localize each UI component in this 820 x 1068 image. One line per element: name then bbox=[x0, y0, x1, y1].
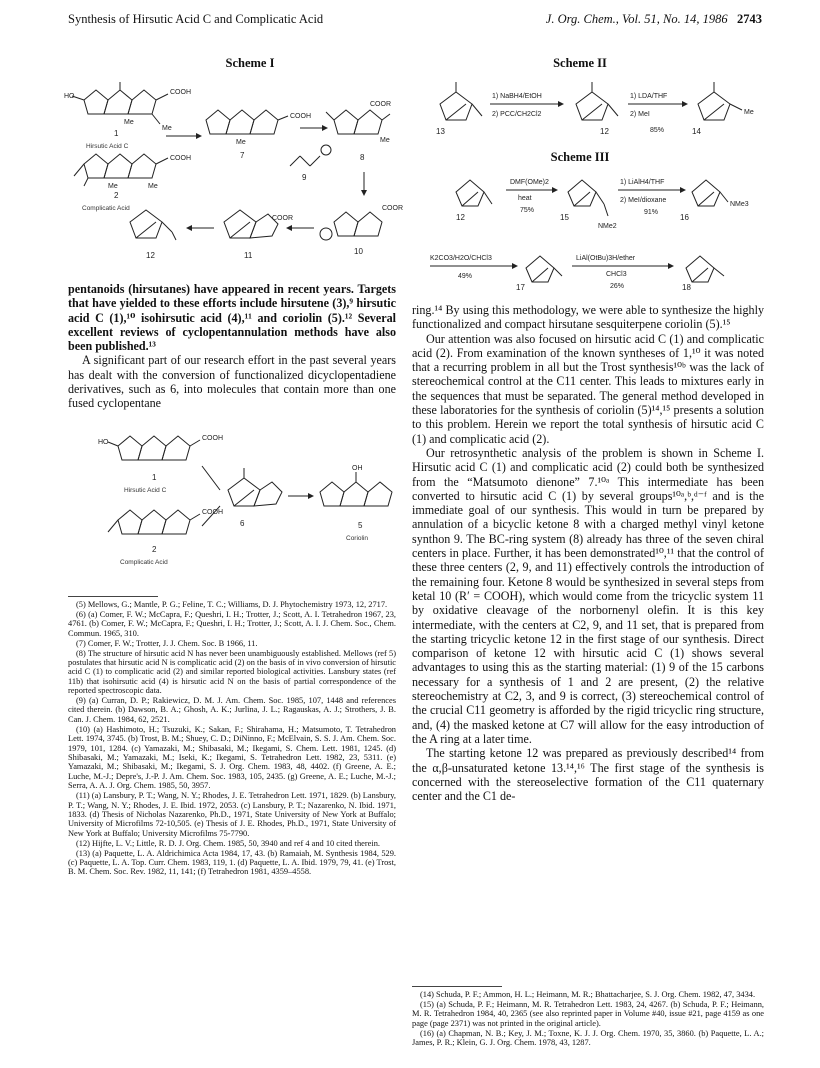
compound-12-number: 12 bbox=[146, 251, 155, 260]
oh-label-coriolin: OH bbox=[352, 465, 363, 472]
ref-9: (9) (a) Curran, D. P.; Rakiewicz, D. M. J. Am. Chem. Soc. 1985, 107, 1448 and references cited therein. (b) Dawson, B. A.; Ghosh, A. K.; Jurlina, J. L.; Ragauskas, A. J.; Strothers, J. B. Can. J. Chem. 1984, 62, 2521. bbox=[68, 696, 396, 724]
cooh-label-1: COOH bbox=[170, 89, 191, 96]
fig-compound-1-name: Hirsutic Acid C bbox=[124, 487, 167, 494]
compound-15-number: 15 bbox=[560, 213, 569, 222]
yield-75: 75% bbox=[520, 207, 535, 214]
compound-8-number: 8 bbox=[360, 153, 365, 162]
compound-1-name: Hirsutic Acid C bbox=[86, 143, 129, 150]
ho-label-fig: HO bbox=[98, 439, 109, 446]
arrowhead-s3-3 bbox=[512, 263, 518, 269]
footnote-rule-right bbox=[412, 986, 502, 987]
ref-6: (6) (a) Comer, F. W.; McCapra, F.; Queshri, I. H.; Trotter, J.; Scott, A. I. Tetrahedron 1967, 23, 4761. (b) Comer, F. W.; McCapra, F.; Queshri, I. H.; Trotter, J.; Scott, A. I. J. Chem. Soc., Chem. Commun. 1965, 310. bbox=[68, 609, 396, 638]
reagent-lda: 1) LDA/THF bbox=[630, 93, 668, 100]
compound-18-number: 18 bbox=[682, 283, 691, 292]
yield-49: 49% bbox=[458, 273, 473, 280]
paragraph-hirsutanes: pentanoids (hirsutanes) have appeared in recent years. Targets that have yielded to these efforts include hirsutene (3),⁹ hirsutic acid C (1),¹⁰ isohirsutic acid (4),¹¹ and coriolin (5).¹² Several excellent reviews of cyclopentannulation methods have also been published.¹³ bbox=[68, 282, 396, 354]
compound-6-structure bbox=[228, 468, 282, 506]
ref-8: (8) The structure of hirsutic acid N has never been unambiguously established. Mellows (ref 5) postulates that hirsutic acid N is complicatic acid (2) on the basis of in vivo conversion of hirsutic acid C (1) to complicatic acid (2) and similar reported biological activities. Lansbury states (ref 11b) that isohirsutic acid (4) is hirsutic acid N on the basis of partial correspondence of the reported spectroscopic data. bbox=[68, 648, 396, 696]
scheme-3-figure bbox=[430, 166, 766, 292]
hirsutic-acid-c-structure bbox=[108, 436, 200, 460]
me-label-2: Me bbox=[108, 183, 118, 190]
arrowhead-2 bbox=[322, 125, 328, 131]
compound-16-structure bbox=[692, 180, 728, 206]
paragraph-starting-ketone: The starting ketone 12 was prepared as previously described¹⁴ from the α,β-unsaturated ketone 13.¹⁴,¹⁶ The first stage of the synthesis is concerned with the stereoselective formation of the C11 quaternary center and the C1 de- bbox=[412, 746, 764, 804]
arrowhead-3 bbox=[361, 190, 367, 196]
cooh-label-fig: COOH bbox=[202, 435, 223, 442]
fig-compound-5-number: 5 bbox=[358, 521, 363, 530]
fig-compound-2-number: 2 bbox=[152, 545, 157, 554]
scheme-3-title: Scheme III bbox=[550, 150, 610, 164]
compound-12-number-s3: 12 bbox=[456, 213, 465, 222]
compound-10-number: 10 bbox=[354, 247, 363, 256]
compound-17-number: 17 bbox=[516, 283, 525, 292]
arrowhead-4 bbox=[286, 225, 292, 231]
yield-85: 85% bbox=[650, 127, 665, 134]
complicatic-acid-structure bbox=[108, 510, 200, 534]
compound-11-number: 11 bbox=[244, 251, 253, 260]
arrowhead-1 bbox=[196, 133, 202, 139]
paragraph-attention: Our attention was also focused on hirsutic acid C (1) and complicatic acid (2). From examination of the known syntheses of 1,¹⁰ it was noted that a recurring problem in all but the Trost synthesis¹⁰ᵇ was the lack of stereochemical control at the C11 center. This leads to mixtures early in the sequences that must be separated. The general method developed in these laboratories for the synthesis of coriolin (5)¹⁴,¹⁵ presents a solution to this problem. Herein we report the total synthesis of hirsutic acid C (1) and complicatic acid (2). bbox=[412, 331, 764, 446]
cooh-label-fig2: COOH bbox=[202, 509, 223, 516]
arrowhead-5 bbox=[186, 225, 192, 231]
scheme-1-figure bbox=[64, 72, 403, 272]
ref-11: (11) (a) Lansbury, P. T.; Wang, N. Y.; Rhodes, J. E. Tetrahedron Lett. 1971, 1829. (b) Lansbury, P. T.; Wang, N. Y.; Rhodes, J. E. Ibid. 1972, 2053. (c) Lansbury, P. T.; Nazarenko, N. Ibid. 1971, 1833. (d) Thesis of Nicholas Nazarenko, Ph.D., 1971, State University of New York at Buffalo; University of Microfilms 72-10,505. (e) Thesis of J. E. Rhodes, Ph.D., 1971, State University of New York at Buffalo; University Microfilms 75-7790. bbox=[68, 791, 396, 838]
arrowhead-s2-1 bbox=[558, 101, 564, 107]
compound-2-structure bbox=[74, 154, 168, 186]
compound-9-structure bbox=[290, 145, 331, 166]
reagent-lialotbu: LiAl(OtBu)3H/ether bbox=[576, 255, 636, 262]
paragraph-research-effort: A significant part of our research effort in the past several years has dealt with the conversion of functionalized dicyclopentadiene derivatives, such as 6, into molecules that contain more than one fused cyclopentane bbox=[68, 353, 396, 411]
arrowhead-s3-4 bbox=[668, 263, 674, 269]
right-column-body bbox=[412, 303, 764, 803]
me-label-1b: Me bbox=[162, 125, 172, 132]
ref-12: (12) Hijfte, L. V.; Little, R. D. J. Org. Chem. 1985, 50, 3940 and ref 4 and 10 cited therein. bbox=[76, 838, 381, 848]
ref-14: (14) Schuda, P. F.; Ammon, H. L.; Heimann, M. R.; Bhattacharjee, S. J. Org. Chem. 1982, 47, 3434. bbox=[420, 990, 756, 999]
me-label-2b: Me bbox=[148, 183, 158, 190]
scheme-1-title: Scheme I bbox=[225, 56, 275, 70]
yield-26: 26% bbox=[610, 283, 625, 290]
footnote-rule-left bbox=[68, 596, 158, 597]
compound-17-structure bbox=[526, 256, 562, 282]
ref-10: (10) (a) Hashimoto, H.; Tsuzuki, K.; Sakan, F.; Shirahama, H.; Matsumoto, T. Tetrahedron Lett. 1974, 3745. (b) Trost, B. M.; Shuey, C. D.; DiNinno, F.; McElvain, S. S. J. Am. Chem. Soc. 1979, 101, 1284. (c) Yamazaki, M.; Shibasaki, M.; Ikegami, S. Chem. Lett. 1981, 1245. (d) Shibasaki, M.; Yamazaki, M.; Iseki, K.; Ikegami, S. Tetrahedron Lett. 1982, 23, 5311. (e) Yamazaki, M.; Shibasaki, M.; Ikegami, S. J. Org. Chem. 1983, 48, 4402. (f) Greene, A. E.; Luche, M.-J.; Depre's, J.-P. J. Am. Chem. Soc. 1983, 105, 2435. (g) Greene, A. E.; Luche, M.-J.; Serra, A. A. J. Org. Chem. 1985, 50, 3957. bbox=[68, 724, 396, 791]
nme3-label: NMe3 bbox=[730, 201, 749, 208]
compound-12-structure-s2 bbox=[576, 82, 618, 120]
compound-10-structure bbox=[320, 212, 382, 240]
compound-12-structure bbox=[130, 210, 176, 240]
cooh-label-7: COOH bbox=[290, 113, 311, 120]
compound-15-structure bbox=[568, 180, 608, 216]
reagent-mei-dioxane: 2) MeI/dioxane bbox=[620, 197, 667, 204]
compound-13-structure bbox=[440, 82, 482, 120]
journal-citation bbox=[546, 12, 762, 27]
arrow-fig-1 bbox=[202, 466, 220, 490]
coor-label-11: COOR bbox=[272, 215, 293, 222]
nme2-label: NMe2 bbox=[598, 223, 617, 230]
compound-11-structure bbox=[224, 210, 278, 238]
paragraph-coriolin-synthesis: ring.¹⁴ By using this methodology, we were able to synthesize the highly functionalized and compact hirsutane sesquiterpene coriolin (5).¹⁵ bbox=[412, 303, 764, 332]
me-label-8: Me bbox=[380, 137, 390, 144]
right-footnotes bbox=[412, 990, 764, 1048]
me-label-14: Me bbox=[744, 109, 754, 116]
arrowhead-s3-1 bbox=[552, 187, 558, 193]
reagent-k2co3: K2CO3/H2O/CHCl3 bbox=[430, 255, 492, 262]
journal-name: J. Org. Chem., Vol. 51, No. 14, 1986 bbox=[545, 12, 728, 26]
coriolin-structure bbox=[320, 472, 392, 506]
fig-compound-1-number: 1 bbox=[152, 473, 157, 482]
paragraph-retrosynthesis: Our retrosynthetic analysis of the problem is shown in Scheme I. Hirsutic acid C (1) and complicatic acid (2) could both be synthesized from the “Matsumoto dienone” 7.¹⁰ᵃ This intermediate has been converted to hirsutic acid C (1) by several groups¹⁰ᵃ,ᵇ,ᵈ⁻ᶠ and is the immediate goal of our synthesis. This would in turn be prepared by annulation of a bicyclic ketone 8 with a charged methyl vinyl ketone synthon 9. The BC-ring system (8) already has three of the seven chiral centers in place. Further, it has been demonstrated¹⁰,¹¹ that the control of these three centers (2, 9, and 11) effectively controls the introduction of the remaining four. Ketone 8 would be synthesized in several steps from ketal 10 (R′ = COOH), which would come from the tricyclic system 11 by oxidative cleavage of the norbornenyl olefin. It is this key intermediate, with the centers at C2, 9, and 11 set, that is prepared from the starting tricyclic ketone 12 in the first stage of our synthesis. Direct comparison of ketone 12 with hirsutic acid C (1) shows several advantages to using this as the starting material: (1) 9 of the 15 carbons necessary for a synthesis of 1 and 2 are present, (2) the relative stereochemistry at C2, 3, and 9 is correct, (3) stereochemical control of the crucial C11 geometry is afforded by the rigid tricyclic ring structure, and, (4) the masked ketone at C7 will allow for the easy introduction of the A ring at a later time. bbox=[412, 445, 764, 746]
scheme-2-figure bbox=[430, 74, 766, 138]
compound-7-number: 7 bbox=[240, 151, 245, 160]
left-footnotes bbox=[68, 600, 396, 877]
running-title: Synthesis of Hirsutic Acid C and Complicatic Acid bbox=[68, 12, 324, 26]
scheme-2-title: Scheme II bbox=[553, 56, 607, 70]
compound-1-structure bbox=[72, 82, 168, 124]
reagent-heat: heat bbox=[518, 195, 532, 202]
compound-18-structure bbox=[686, 256, 724, 282]
compound-16-number: 16 bbox=[680, 213, 689, 222]
reagent-lialh4: 1) LiAlH4/THF bbox=[620, 179, 665, 186]
ref-7: (7) Comer, F. W.; Trotter, J. J. Chem. Soc. B 1966, 11. bbox=[76, 638, 258, 648]
reagent-dmf: DMF(OMe)2 bbox=[510, 179, 549, 186]
fig-compound-5-name: Coriolin bbox=[346, 535, 369, 542]
figure-coriolin bbox=[68, 420, 398, 574]
compound-8-structure bbox=[326, 110, 390, 134]
fig-compound-6-number: 6 bbox=[240, 519, 245, 528]
compound-14-number: 14 bbox=[692, 127, 701, 136]
me-label-7: Me bbox=[236, 139, 246, 146]
page-number: 2743 bbox=[737, 12, 762, 26]
reagent-chcl3: CHCl3 bbox=[606, 271, 627, 278]
me-label-1: Me bbox=[124, 119, 134, 126]
ref-5: (5) Mellows, G.; Mantle, P. G.; Feline, T. C.; Williams, D. J. Phytochemistry 1973, 12, 2717. bbox=[76, 600, 388, 609]
yield-91: 91% bbox=[644, 209, 659, 216]
compound-13-number: 13 bbox=[436, 127, 445, 136]
fig-compound-2-name: Complicatic Acid bbox=[120, 559, 168, 566]
coor-label-10: COOR bbox=[382, 205, 403, 212]
compound-14-structure bbox=[698, 82, 742, 120]
reagent-pcc: 2) PCC/CH2Cl2 bbox=[492, 111, 542, 118]
compound-12-structure-s3 bbox=[456, 180, 492, 206]
reagent-mei: 2) MeI bbox=[630, 111, 650, 118]
arrowhead-fig-3 bbox=[308, 493, 314, 499]
cooh-label-2: COOH bbox=[170, 155, 191, 162]
ho-label: HO bbox=[64, 93, 75, 100]
compound-2-name: Complicatic Acid bbox=[82, 205, 130, 212]
left-column-body bbox=[68, 282, 396, 411]
ref-15: (15) (a) Schuda, P. F.; Heimann, M. R. Tetrahedron Lett. 1983, 24, 4267. (b) Schuda, P. F.; Heimann, M. R. Tetrahedron 1984, 40, 2365 (see also reprinted paper in Volume #40, issue #21, page 4159 as one page (page 2371) was not printed in the original article). bbox=[412, 999, 764, 1028]
ref-13: (13) (a) Paquette, L. A. Aldrichimica Acta 1984, 17, 43. (b) Ramaiah, M. Synthesis 1984, 529. (c) Paquette, L. A. Top. Curr. Chem. 1983, 119, 1. (d) Paquette, L. A. Ibid. 1979, 79, 41. (e) Trost, B. M. Chem. Soc. Rev. 1982, 11, 141; (f) Tetrahedron 1981, 4359–4558. bbox=[68, 848, 396, 877]
compound-1-number: 1 bbox=[114, 129, 119, 138]
compound-9-number: 9 bbox=[302, 173, 307, 182]
coor-label-8: COOR bbox=[370, 101, 391, 108]
compound-2-number: 2 bbox=[114, 191, 119, 200]
arrowhead-s2-2 bbox=[682, 101, 688, 107]
reagent-nabh4: 1) NaBH4/EtOH bbox=[492, 93, 542, 100]
arrowhead-s3-2 bbox=[680, 187, 686, 193]
compound-7-structure bbox=[206, 110, 288, 134]
compound-12-number-s2: 12 bbox=[600, 127, 609, 136]
ref-16: (16) (a) Chapman, N. B.; Key, J. M.; Toxne, K. J. J. Org. Chem. 1970, 35, 3860. (b) Paquette, L. A.; James, P. R.; Klein, G. J. Org. Chem. 1978, 43, 1287. bbox=[412, 1028, 764, 1048]
